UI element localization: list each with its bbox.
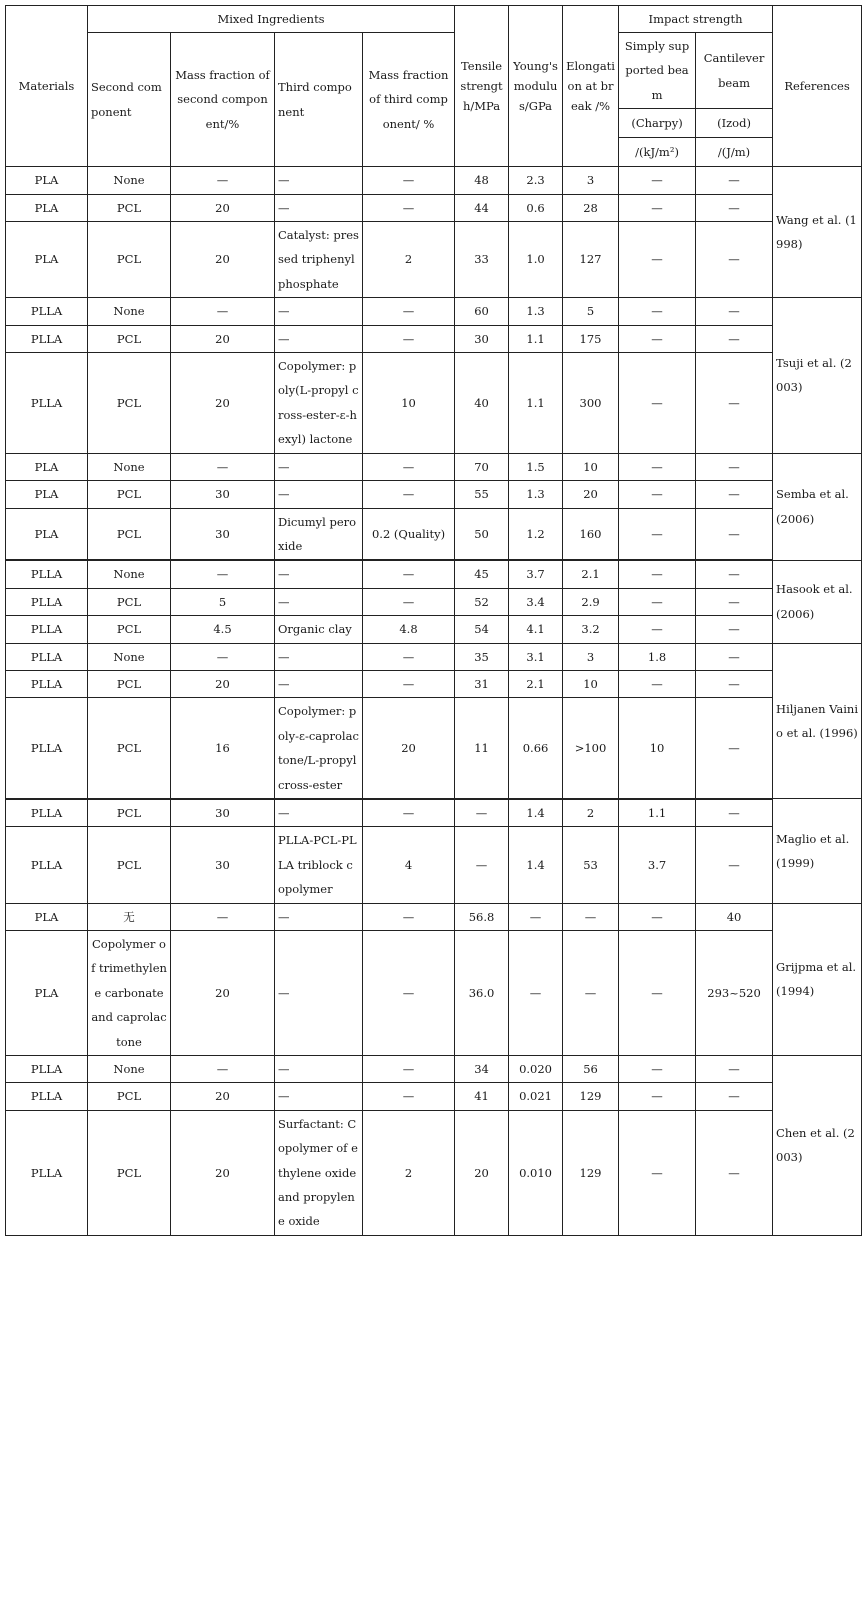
third-component-cell: PLLA-PCL-PLLA triblock copolymer	[275, 827, 363, 903]
material-cell: PLLA	[6, 1110, 88, 1235]
mass-third-cell: 20	[363, 698, 455, 799]
second-component-cell: None	[88, 560, 171, 588]
mass-third-cell: —	[363, 560, 455, 588]
elongation-cell: 127	[563, 222, 619, 298]
young-modulus-cell: 1.4	[509, 799, 563, 827]
table-row	[6, 1110, 862, 1235]
material-cell: PLLA	[6, 827, 88, 903]
second-component-cell: PCL	[88, 508, 171, 560]
table-row	[6, 298, 862, 325]
mass-third-cell: 0.2 (Quality)	[363, 508, 455, 560]
third-component-cell: —	[275, 1083, 363, 1110]
second-component-cell: PCL	[88, 670, 171, 697]
charpy-cell: 1.1	[619, 799, 696, 827]
second-component-cell: PCL	[88, 827, 171, 903]
charpy-cell: —	[619, 325, 696, 352]
third-component-cell: —	[275, 167, 363, 194]
material-cell: PLLA	[6, 643, 88, 670]
mass-second-cell: 30	[171, 799, 275, 827]
tensile-cell: 34	[455, 1056, 509, 1083]
material-cell: PLA	[6, 903, 88, 930]
izod-cell: —	[696, 167, 773, 194]
table-row	[6, 194, 862, 221]
tensile-cell: 31	[455, 670, 509, 697]
second-component-cell: 无	[88, 903, 171, 930]
izod-cell: —	[696, 453, 773, 480]
material-cell: PLA	[6, 931, 88, 1056]
tensile-cell: —	[455, 827, 509, 903]
elongation-cell: 56	[563, 1056, 619, 1083]
tensile-cell: 48	[455, 167, 509, 194]
mass-third-cell: —	[363, 325, 455, 352]
third-component-cell: —	[275, 453, 363, 480]
material-cell: PLLA	[6, 670, 88, 697]
mass-third-cell: 4	[363, 827, 455, 903]
third-component-cell: —	[275, 670, 363, 697]
third-component-cell: Dicumyl peroxide	[275, 508, 363, 560]
mass-second-cell: 20	[171, 670, 275, 697]
mass-third-cell: —	[363, 931, 455, 1056]
second-component-cell: PCL	[88, 799, 171, 827]
third-component-cell: —	[275, 903, 363, 930]
young-modulus-cell: 0.020	[509, 1056, 563, 1083]
table-row	[6, 903, 862, 930]
izod-cell: —	[696, 643, 773, 670]
header-materials: Materials	[6, 6, 88, 167]
mass-second-cell: —	[171, 643, 275, 670]
mass-third-cell: 2	[363, 222, 455, 298]
izod-cell: —	[696, 222, 773, 298]
tensile-cell: 11	[455, 698, 509, 799]
elongation-cell: 175	[563, 325, 619, 352]
elongation-cell: 2.1	[563, 560, 619, 588]
young-modulus-cell: 3.1	[509, 643, 563, 670]
mass-second-cell: —	[171, 1056, 275, 1083]
tensile-cell: —	[455, 799, 509, 827]
second-component-cell: Copolymer of trimethylene carbonate and caprolactone	[88, 931, 171, 1056]
table-row	[6, 799, 862, 827]
material-cell: PLLA	[6, 298, 88, 325]
charpy-cell: 10	[619, 698, 696, 799]
table-row	[6, 453, 862, 480]
elongation-cell: 3.2	[563, 616, 619, 643]
elongation-cell: 2.9	[563, 588, 619, 615]
material-cell: PLA	[6, 508, 88, 560]
reference-cell: Grijpma et al. (1994)	[773, 903, 862, 1055]
mass-second-cell: —	[171, 298, 275, 325]
second-component-cell: None	[88, 298, 171, 325]
izod-cell: 40	[696, 903, 773, 930]
table-row	[6, 1056, 862, 1083]
material-cell: PLLA	[6, 616, 88, 643]
elongation-cell: 5	[563, 298, 619, 325]
young-modulus-cell: 2.1	[509, 670, 563, 697]
tensile-cell: 45	[455, 560, 509, 588]
young-modulus-cell: 1.1	[509, 325, 563, 352]
mass-third-cell: —	[363, 167, 455, 194]
tensile-cell: 41	[455, 1083, 509, 1110]
young-modulus-cell: 1.0	[509, 222, 563, 298]
header-tensile: Tensile strength/MPa	[455, 6, 509, 167]
table-row	[6, 508, 862, 560]
third-component-cell: —	[275, 298, 363, 325]
mass-second-cell: 20	[171, 1110, 275, 1235]
third-component-cell: —	[275, 1056, 363, 1083]
material-cell: PLA	[6, 453, 88, 480]
young-modulus-cell: 3.4	[509, 588, 563, 615]
header-charpy-unit: /(kJ/m²)	[619, 138, 696, 167]
charpy-cell: —	[619, 616, 696, 643]
header-cantilever: Cantilever beam	[696, 33, 773, 109]
second-component-cell: None	[88, 643, 171, 670]
mass-third-cell: —	[363, 670, 455, 697]
third-component-cell: —	[275, 931, 363, 1056]
mass-third-cell: 4.8	[363, 616, 455, 643]
charpy-cell: —	[619, 560, 696, 588]
elongation-cell: 53	[563, 827, 619, 903]
mass-second-cell: —	[171, 453, 275, 480]
mass-second-cell: 4.5	[171, 616, 275, 643]
mass-third-cell: 2	[363, 1110, 455, 1235]
mass-third-cell: —	[363, 1083, 455, 1110]
tensile-cell: 30	[455, 325, 509, 352]
mass-third-cell: —	[363, 481, 455, 508]
table-container	[5, 5, 861, 1236]
izod-cell: —	[696, 698, 773, 799]
charpy-cell: —	[619, 481, 696, 508]
table-row	[6, 222, 862, 298]
elongation-cell: —	[563, 903, 619, 930]
second-component-cell: PCL	[88, 698, 171, 799]
elongation-cell: 10	[563, 670, 619, 697]
izod-cell: —	[696, 325, 773, 352]
material-cell: PLA	[6, 222, 88, 298]
table-body	[6, 167, 862, 1236]
charpy-cell: —	[619, 903, 696, 930]
third-component-cell: Organic clay	[275, 616, 363, 643]
material-cell: PLLA	[6, 799, 88, 827]
material-cell: PLA	[6, 167, 88, 194]
young-modulus-cell: —	[509, 903, 563, 930]
mass-second-cell: 30	[171, 508, 275, 560]
young-modulus-cell: 0.010	[509, 1110, 563, 1235]
izod-cell: —	[696, 1056, 773, 1083]
tensile-cell: 40	[455, 353, 509, 454]
table-row	[6, 588, 862, 615]
third-component-cell: —	[275, 799, 363, 827]
charpy-cell: —	[619, 508, 696, 560]
mass-third-cell: —	[363, 799, 455, 827]
material-cell: PLLA	[6, 560, 88, 588]
mass-third-cell: —	[363, 1056, 455, 1083]
table-row	[6, 481, 862, 508]
mass-second-cell: —	[171, 167, 275, 194]
material-cell: PLLA	[6, 588, 88, 615]
material-cell: PLA	[6, 481, 88, 508]
elongation-cell: 28	[563, 194, 619, 221]
izod-cell: —	[696, 353, 773, 454]
tensile-cell: 36.0	[455, 931, 509, 1056]
header-mixed-ingredients: Mixed Ingredients	[88, 6, 455, 33]
izod-cell: —	[696, 616, 773, 643]
third-component-cell: Copolymer: poly-ε-caprolactone/L-propyl cross-ester	[275, 698, 363, 799]
third-component-cell: —	[275, 325, 363, 352]
table-row	[6, 616, 862, 643]
properties-table	[5, 5, 862, 1236]
table-row	[6, 698, 862, 799]
mass-second-cell: 20	[171, 353, 275, 454]
young-modulus-cell: 0.66	[509, 698, 563, 799]
izod-cell: —	[696, 298, 773, 325]
material-cell: PLLA	[6, 1056, 88, 1083]
young-modulus-cell: 0.021	[509, 1083, 563, 1110]
elongation-cell: 129	[563, 1083, 619, 1110]
mass-third-cell: —	[363, 453, 455, 480]
elongation-cell: 3	[563, 643, 619, 670]
second-component-cell: PCL	[88, 194, 171, 221]
reference-cell: Maglio et al. (1999)	[773, 799, 862, 903]
material-cell: PLLA	[6, 1083, 88, 1110]
mass-third-cell: —	[363, 903, 455, 930]
header-impact-strength: Impact strength	[619, 6, 773, 33]
header-elongation: Elongation at break /%	[563, 6, 619, 167]
izod-cell: —	[696, 670, 773, 697]
header-mass-third: Mass fraction of third component/ %	[363, 33, 455, 167]
second-component-cell: PCL	[88, 1110, 171, 1235]
table-row	[6, 1083, 862, 1110]
young-modulus-cell: 1.4	[509, 827, 563, 903]
reference-cell: Tsuji et al. (2003)	[773, 298, 862, 453]
tensile-cell: 60	[455, 298, 509, 325]
second-component-cell: None	[88, 453, 171, 480]
second-component-cell: PCL	[88, 616, 171, 643]
mass-third-cell: —	[363, 194, 455, 221]
second-component-cell: PCL	[88, 1083, 171, 1110]
charpy-cell: —	[619, 453, 696, 480]
charpy-cell: —	[619, 298, 696, 325]
tensile-cell: 55	[455, 481, 509, 508]
tensile-cell: 35	[455, 643, 509, 670]
elongation-cell: 160	[563, 508, 619, 560]
young-modulus-cell: 1.2	[509, 508, 563, 560]
tensile-cell: 52	[455, 588, 509, 615]
table-row	[6, 670, 862, 697]
reference-cell: Hiljanen Vainio et al. (1996)	[773, 643, 862, 799]
table-row	[6, 325, 862, 352]
second-component-cell: PCL	[88, 325, 171, 352]
tensile-cell: 70	[455, 453, 509, 480]
mass-third-cell: 10	[363, 353, 455, 454]
header-third-component: Third component	[275, 33, 363, 167]
tensile-cell: 56.8	[455, 903, 509, 930]
young-modulus-cell: —	[509, 931, 563, 1056]
charpy-cell: —	[619, 670, 696, 697]
young-modulus-cell: 1.1	[509, 353, 563, 454]
second-component-cell: PCL	[88, 588, 171, 615]
mass-second-cell: —	[171, 903, 275, 930]
charpy-cell: —	[619, 1110, 696, 1235]
header-references: References	[773, 6, 862, 167]
mass-second-cell: 20	[171, 222, 275, 298]
table-row	[6, 167, 862, 194]
charpy-cell: —	[619, 222, 696, 298]
elongation-cell: 300	[563, 353, 619, 454]
mass-third-cell: —	[363, 298, 455, 325]
third-component-cell: —	[275, 588, 363, 615]
table-row	[6, 643, 862, 670]
izod-cell: —	[696, 560, 773, 588]
third-component-cell: Surfactant: Copolymer of ethylene oxide and propylene oxide	[275, 1110, 363, 1235]
tensile-cell: 50	[455, 508, 509, 560]
mass-second-cell: 20	[171, 325, 275, 352]
third-component-cell: —	[275, 643, 363, 670]
header-charpy: (Charpy)	[619, 109, 696, 138]
mass-second-cell: 20	[171, 194, 275, 221]
young-modulus-cell: 2.3	[509, 167, 563, 194]
izod-cell: —	[696, 1083, 773, 1110]
izod-cell: —	[696, 1110, 773, 1235]
elongation-cell: 10	[563, 453, 619, 480]
izod-cell: —	[696, 508, 773, 560]
tensile-cell: 54	[455, 616, 509, 643]
mass-third-cell: —	[363, 643, 455, 670]
elongation-cell: 3	[563, 167, 619, 194]
material-cell: PLLA	[6, 698, 88, 799]
table-row	[6, 353, 862, 454]
charpy-cell: —	[619, 1083, 696, 1110]
elongation-cell: >100	[563, 698, 619, 799]
izod-cell: —	[696, 194, 773, 221]
mass-second-cell: 20	[171, 931, 275, 1056]
third-component-cell: Catalyst: pressed triphenyl phosphate	[275, 222, 363, 298]
charpy-cell: —	[619, 194, 696, 221]
izod-cell: —	[696, 588, 773, 615]
elongation-cell: 2	[563, 799, 619, 827]
second-component-cell: None	[88, 167, 171, 194]
young-modulus-cell: 4.1	[509, 616, 563, 643]
reference-cell: Hasook et al. (2006)	[773, 560, 862, 643]
charpy-cell: —	[619, 1056, 696, 1083]
header-young: Young's modulus/GPa	[509, 6, 563, 167]
header-simply-supported: Simply supported beam	[619, 33, 696, 109]
reference-cell: Wang et al. (1998)	[773, 167, 862, 298]
young-modulus-cell: 1.3	[509, 481, 563, 508]
reference-cell: Chen et al. (2003)	[773, 1056, 862, 1236]
table-row	[6, 560, 862, 588]
izod-cell: 293~520	[696, 931, 773, 1056]
material-cell: PLLA	[6, 353, 88, 454]
young-modulus-cell: 3.7	[509, 560, 563, 588]
mass-second-cell: 30	[171, 827, 275, 903]
second-component-cell: PCL	[88, 353, 171, 454]
header-second-component: Second component	[88, 33, 171, 167]
elongation-cell: —	[563, 931, 619, 1056]
mass-second-cell: 16	[171, 698, 275, 799]
charpy-cell: —	[619, 588, 696, 615]
charpy-cell: —	[619, 931, 696, 1056]
second-component-cell: PCL	[88, 222, 171, 298]
third-component-cell: —	[275, 481, 363, 508]
mass-third-cell: —	[363, 588, 455, 615]
mass-second-cell: 20	[171, 1083, 275, 1110]
mass-second-cell: 5	[171, 588, 275, 615]
second-component-cell: PCL	[88, 481, 171, 508]
third-component-cell: —	[275, 560, 363, 588]
young-modulus-cell: 0.6	[509, 194, 563, 221]
elongation-cell: 20	[563, 481, 619, 508]
izod-cell: —	[696, 827, 773, 903]
young-modulus-cell: 1.3	[509, 298, 563, 325]
izod-cell: —	[696, 481, 773, 508]
header-izod: (Izod)	[696, 109, 773, 138]
tensile-cell: 33	[455, 222, 509, 298]
third-component-cell: —	[275, 194, 363, 221]
header-izod-unit: /(J/m)	[696, 138, 773, 167]
tensile-cell: 20	[455, 1110, 509, 1235]
third-component-cell: Copolymer: poly(L-propyl cross-ester-ε-hexyl) lactone	[275, 353, 363, 454]
header-mass-second: Mass fraction of second component/%	[171, 33, 275, 167]
mass-second-cell: 30	[171, 481, 275, 508]
elongation-cell: 129	[563, 1110, 619, 1235]
charpy-cell: —	[619, 167, 696, 194]
second-component-cell: None	[88, 1056, 171, 1083]
tensile-cell: 44	[455, 194, 509, 221]
mass-second-cell: —	[171, 560, 275, 588]
charpy-cell: 3.7	[619, 827, 696, 903]
izod-cell: —	[696, 799, 773, 827]
table-row	[6, 827, 862, 903]
reference-cell: Semba et al. (2006)	[773, 453, 862, 560]
material-cell: PLA	[6, 194, 88, 221]
material-cell: PLLA	[6, 325, 88, 352]
charpy-cell: 1.8	[619, 643, 696, 670]
table-row	[6, 931, 862, 1056]
young-modulus-cell: 1.5	[509, 453, 563, 480]
charpy-cell: —	[619, 353, 696, 454]
